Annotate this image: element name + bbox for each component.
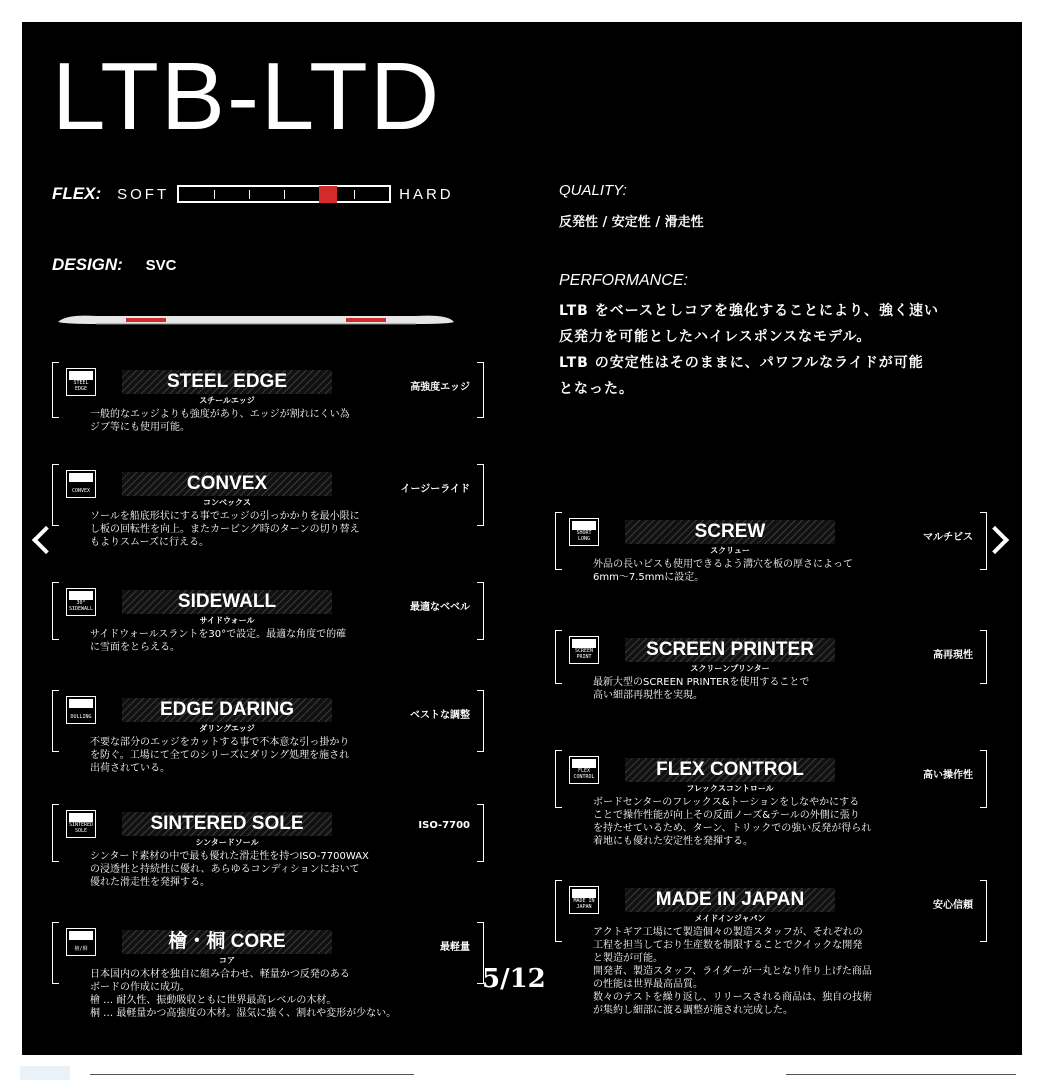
bracket-right bbox=[477, 690, 484, 752]
feature-screen-printer bbox=[555, 630, 987, 752]
bracket-right bbox=[980, 880, 987, 942]
feature-tag: ISO-7700 bbox=[418, 820, 470, 831]
feature-description bbox=[90, 968, 450, 1020]
icon-fill bbox=[69, 931, 93, 940]
feature-tag: 高再現性 bbox=[933, 650, 973, 661]
feature-description-line: サイドウォールスラントを30°で設定。最適な角度で的確 bbox=[90, 629, 347, 640]
feature-description-line: 最新大型のSCREEN PRINTERを使用することで bbox=[593, 677, 810, 688]
performance-label: PERFORMANCE: bbox=[559, 272, 688, 289]
feature-description-line: が集約し細部に渡る調整が施され完成した。 bbox=[593, 1005, 793, 1016]
flex-control-icon bbox=[569, 756, 599, 784]
feature-screw bbox=[555, 512, 987, 638]
slide-counter: 5/12 bbox=[482, 964, 546, 994]
thumbnail-item[interactable] bbox=[20, 1066, 70, 1080]
feature-kana: スクリーンプリンター bbox=[690, 664, 770, 673]
bracket-left bbox=[52, 804, 59, 862]
design-label: DESIGN: bbox=[52, 255, 123, 274]
feature-description-line: ボードセンターのフレックス&トーションをしなやかにする bbox=[593, 797, 860, 808]
flex-hard-label: HARD bbox=[399, 185, 454, 203]
icon-caption: SHORT LONG bbox=[576, 530, 592, 542]
performance-line: となった。 bbox=[559, 381, 634, 397]
feature-description-line: ことで操作性能が向上その反面ノーズ&テールの外側に張り bbox=[593, 810, 860, 821]
feature-kana: スクリュー bbox=[710, 546, 750, 555]
performance-line: 反発力を可能としたハイレスポンスなモデル。 bbox=[559, 329, 872, 345]
flex-scale-bar bbox=[177, 185, 391, 203]
bracket-left bbox=[52, 582, 59, 640]
feature-description-line: の浸透性と持続性に優れ、あらゆるコンディションにおいて bbox=[90, 864, 360, 875]
screw-icon bbox=[569, 518, 599, 546]
product-image-panel bbox=[22, 22, 1022, 1055]
design-rating bbox=[52, 255, 176, 275]
icon-fill bbox=[572, 639, 596, 648]
quality-label: QUALITY: bbox=[559, 182, 627, 199]
feature-tag: ベストな調整 bbox=[410, 710, 470, 721]
bracket-right bbox=[980, 750, 987, 808]
feature-description-line: 日本国内の木材を独自に組み合わせ、軽量かつ反発のある bbox=[90, 969, 350, 980]
feature-description-line: し板の回転性を向上。またカービング時のターンの切り替え bbox=[90, 524, 360, 535]
flex-tick bbox=[284, 190, 285, 199]
icon-caption: FLEX CONTROL bbox=[573, 768, 595, 780]
design-value: SVC bbox=[145, 257, 177, 274]
feature-description bbox=[593, 558, 953, 584]
icon-caption: SCREEN PRINT bbox=[574, 648, 594, 660]
feature-core bbox=[52, 922, 484, 1052]
feature-kana: コンベックス bbox=[203, 498, 251, 507]
feature-description-line: 一般的なエッジよりも強度があり、エッジが割れにくい為 bbox=[90, 409, 350, 420]
feature-kana: サイドウォール bbox=[199, 616, 255, 625]
board-profile-graphic bbox=[56, 304, 456, 334]
product-title: LTB-LTD bbox=[52, 43, 442, 150]
icon-caption: 30° SIDEWALL bbox=[68, 600, 94, 612]
flex-tick bbox=[354, 190, 355, 199]
feature-description-line: を持たせているため、ターン、トリックでの強い反発が得られ bbox=[593, 823, 872, 834]
feature-kana: フレックスコントロール bbox=[686, 784, 774, 793]
feature-description bbox=[90, 736, 450, 775]
performance-block bbox=[559, 272, 939, 402]
feature-name: 檜・桐 CORE bbox=[122, 930, 332, 954]
feature-description bbox=[90, 510, 450, 549]
feature-description-line: 優れた滑走性を発揮する。 bbox=[90, 877, 210, 888]
steel-edge-icon bbox=[66, 368, 96, 396]
feature-description-line: 6mm〜7.5mmに設定。 bbox=[593, 572, 705, 583]
divider bbox=[786, 1074, 1016, 1075]
feature-description-line: 着地にも優れた安定性を発揮する。 bbox=[593, 836, 753, 847]
icon-caption: MADE IN JAPAN bbox=[573, 898, 595, 910]
performance-line: LTB をベースとしコアを強化することにより、強く速い bbox=[559, 303, 939, 319]
performance-line: LTB の安定性はそのままに、パワフルなライドが可能 bbox=[559, 355, 924, 371]
feature-description bbox=[90, 850, 450, 889]
feature-description-line: 高い細部再現性を実現。 bbox=[593, 690, 703, 701]
feature-tag: 安心信頼 bbox=[933, 900, 973, 911]
feature-name: SIDEWALL bbox=[122, 590, 332, 614]
feature-name: FLEX CONTROL bbox=[625, 758, 835, 782]
feature-kana: シンタードソール bbox=[195, 838, 259, 847]
quality-block bbox=[559, 182, 704, 230]
screen-printer-icon bbox=[569, 636, 599, 664]
feature-name: SCREW bbox=[625, 520, 835, 544]
icon-caption: STEEL EDGE bbox=[73, 380, 89, 392]
icon-fill bbox=[572, 521, 596, 530]
icon-fill bbox=[69, 813, 93, 822]
feature-description-line: 数々のテストを繰り返し、リリースされる商品は、独自の技術 bbox=[593, 992, 873, 1003]
sintered-sole-icon bbox=[66, 810, 96, 838]
feature-name: SCREEN PRINTER bbox=[625, 638, 835, 662]
bracket-right bbox=[477, 362, 484, 418]
thumbnail-strip bbox=[0, 1060, 1037, 1080]
feature-description-line: 工程を担当しており生産数を制限することでクイックな開発 bbox=[593, 940, 863, 951]
bracket-left bbox=[555, 750, 562, 808]
made-in-japan-icon bbox=[569, 886, 599, 914]
icon-fill bbox=[69, 473, 93, 482]
feature-description-line: を防ぐ。工場にて全てのシリーズにダリング処理を施され bbox=[90, 750, 350, 761]
feature-kana: ダリングエッジ bbox=[199, 724, 255, 733]
feature-description bbox=[90, 408, 450, 434]
feature-flex-control bbox=[555, 750, 987, 876]
feature-description-line: ジブ等にも使用可能。 bbox=[90, 422, 190, 433]
icon-fill bbox=[69, 371, 93, 380]
feature-tag: 高強度エッジ bbox=[410, 382, 470, 393]
feature-description bbox=[593, 796, 953, 848]
feature-description bbox=[593, 676, 953, 702]
bracket-left bbox=[555, 512, 562, 570]
feature-tag: マルチビス bbox=[923, 532, 973, 543]
convex-icon bbox=[66, 470, 96, 498]
feature-sintered-sole bbox=[52, 804, 484, 930]
feature-name: CONVEX bbox=[122, 472, 332, 496]
flex-tick bbox=[249, 190, 250, 199]
feature-description-line: 不要な部分のエッジをカットする事で不本意な引っ掛かり bbox=[90, 737, 350, 748]
feature-description-line: ボードの作成に成功。 bbox=[90, 982, 190, 993]
feature-made-in-japan bbox=[555, 880, 987, 1016]
feature-description-line: と製造が可能。 bbox=[593, 953, 663, 964]
bracket-left bbox=[52, 362, 59, 418]
feature-name: MADE IN JAPAN bbox=[625, 888, 835, 912]
bracket-left bbox=[52, 922, 59, 984]
icon-caption: SINTERED SOLE bbox=[68, 822, 94, 834]
feature-description-line: 出荷されている。 bbox=[90, 763, 170, 774]
flex-level-marker bbox=[319, 186, 337, 203]
feature-tag: 最適なベベル bbox=[410, 602, 470, 613]
flex-rating bbox=[52, 184, 454, 204]
feature-kana: メイドインジャパン bbox=[694, 914, 766, 923]
bracket-left bbox=[52, 690, 59, 752]
bracket-right bbox=[477, 464, 484, 526]
feature-description-line: 檜 … 耐久性、振動吸収ともに世界最高レベルの木材。 bbox=[90, 995, 337, 1006]
feature-tag: 高い操作性 bbox=[923, 770, 973, 781]
icon-caption: 檜/桐 bbox=[74, 946, 88, 952]
icon-fill bbox=[69, 699, 93, 708]
icon-caption: CONVEX bbox=[71, 488, 91, 494]
flex-label: FLEX: bbox=[52, 184, 102, 203]
feature-tag: イージーライド bbox=[400, 484, 470, 495]
feature-name: EDGE DARING bbox=[122, 698, 332, 722]
feature-description-line: 開発者、製造スタッフ、ライダーが一丸となり作り上げた商品 bbox=[593, 966, 872, 977]
feature-description-line: シンタード素材の中で最も優れた滑走性を持つISO-7700WAX bbox=[90, 851, 369, 862]
feature-edge-daring bbox=[52, 690, 484, 820]
quality-value: 反発性 / 安定性 / 滑走性 bbox=[559, 215, 704, 230]
bracket-left bbox=[555, 880, 562, 942]
feature-name: SINTERED SOLE bbox=[122, 812, 332, 836]
icon-fill bbox=[69, 591, 93, 600]
feature-description-line: の性能は世界最高品質。 bbox=[593, 979, 703, 990]
flex-soft-label: SOFT bbox=[117, 185, 170, 203]
feature-description bbox=[90, 628, 450, 654]
bracket-left bbox=[555, 630, 562, 684]
feature-description-line: に雪面をとらえる。 bbox=[90, 642, 180, 653]
feature-kana: スチールエッジ bbox=[199, 396, 255, 405]
bracket-right bbox=[477, 804, 484, 862]
feature-description-line: 桐 … 最軽量かつ高強度の木材。湿気に強く、割れや変形が少ない。 bbox=[90, 1008, 397, 1019]
feature-description-line: アクトギア工場にて製造個々の製造スタッフが、それぞれの bbox=[593, 927, 863, 938]
core-icon bbox=[66, 928, 96, 956]
icon-caption: DULLING bbox=[70, 714, 92, 720]
bracket-right bbox=[980, 630, 987, 684]
feature-tag: 最軽量 bbox=[440, 942, 470, 953]
feature-description-line: もよりスムーズに行える。 bbox=[90, 537, 209, 548]
icon-fill bbox=[572, 759, 596, 768]
divider bbox=[90, 1074, 414, 1075]
feature-convex bbox=[52, 464, 484, 594]
bracket-right bbox=[477, 582, 484, 640]
edge-daring-icon bbox=[66, 696, 96, 724]
flex-tick bbox=[214, 190, 215, 199]
sidewall-icon bbox=[66, 588, 96, 616]
bracket-left bbox=[52, 464, 59, 526]
feature-description-line: 外品の長いビスも使用できるよう溝穴を板の厚さによって bbox=[593, 559, 853, 570]
feature-kana: コア bbox=[219, 956, 235, 965]
feature-description bbox=[593, 926, 953, 1017]
feature-name: STEEL EDGE bbox=[122, 370, 332, 394]
icon-fill bbox=[572, 889, 596, 898]
feature-description-line: ソールを船底形状にする事でエッジの引っかかりを最小限に bbox=[90, 511, 360, 522]
